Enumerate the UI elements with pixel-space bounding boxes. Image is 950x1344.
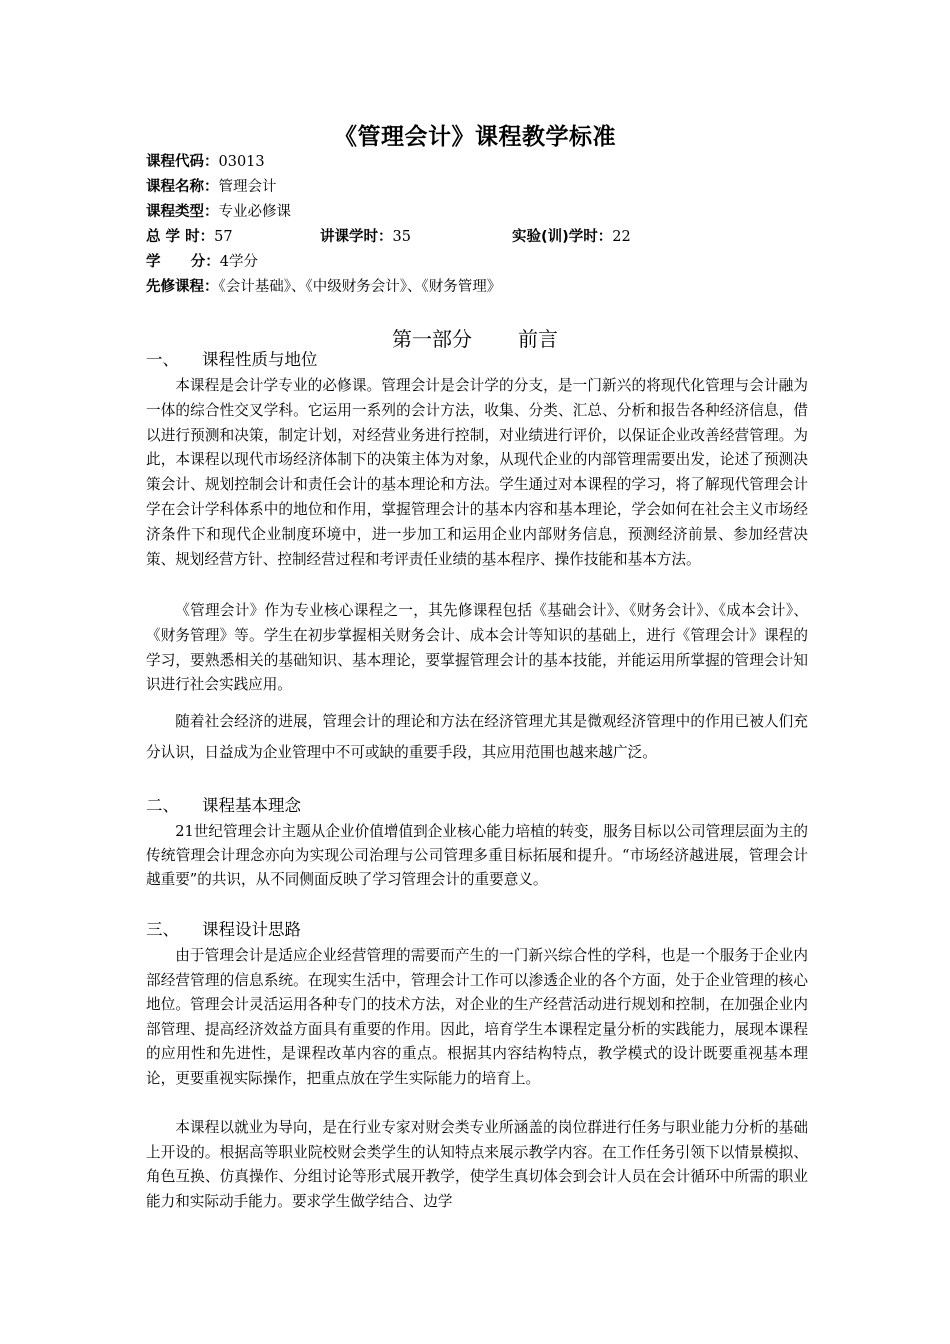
section-title: 课程性质与地位 bbox=[202, 350, 318, 369]
lab-hours-label: 实验(训)学时： bbox=[512, 229, 613, 245]
section-number: 一、 bbox=[146, 350, 179, 369]
course-type-label: 课程类型： bbox=[146, 204, 219, 220]
section-number: 三、 bbox=[146, 920, 179, 939]
credits-label: 学 分： bbox=[146, 254, 220, 270]
section-number: 二、 bbox=[146, 796, 179, 815]
course-type-row bbox=[146, 202, 291, 222]
section-title: 课程设计思路 bbox=[202, 920, 301, 939]
course-code-row bbox=[146, 152, 265, 172]
total-hours-label: 总 学 时： bbox=[146, 229, 215, 245]
prereq-label: 先修课程： bbox=[146, 279, 219, 295]
part-title-number: 第一部分 bbox=[392, 327, 472, 351]
course-name-label: 课程名称： bbox=[146, 179, 219, 195]
lecture-hours-row bbox=[320, 227, 411, 247]
course-code-value: 03013 bbox=[218, 154, 265, 170]
paragraph: 本课程是会计学专业的必修课。管理会计是会计学的分支，是一门新兴的将现代化管理与会计融为一体的综合性交叉学科。它运用一系列的会计方法，收集、分类、汇总、分析和报告各种经济信息，借以进行预测和决策，制定计划，对经营业务进行控制，对业绩进行评价，以保证企业改善经营管理。为此，本课程以现代市场经济体制下的决策主体为对象，从现代企业的内部管理需要出发，论述了预测决策会计、规划控制会计和责任会计的基本理论和方法。学生通过对本课程的学习，将了解现代管理会计学在会计学科体系中的地位和作用，掌握管理会计的基本内容和基本理论，学会如何在社会主义市场经济条件下和现代企业制度环境中，进一步加工和运用企业内部财务信息，预测经济前景、参加经营决策、规划经营方针、控制经营过程和考评责任业绩的基本程序、操作技能和基本方法。 bbox=[146, 377, 808, 568]
section-heading-1 bbox=[146, 349, 318, 371]
course-type-value: 专业必修课 bbox=[218, 204, 291, 220]
section-heading-2 bbox=[146, 795, 301, 817]
paragraph: 由于管理会计是适应企业经营管理的需要而产生的一门新兴综合性的学科，也是一个服务于企业内部经营管理的信息系统。在现实生活中，管理会计工作可以渗透企业的各个方面，处于企业管理的核心地位。管理会计灵活运用各种专门的技术方法，对企业的生产经营活动进行规划和控制，在加强企业内部管理、提高经济效益方面具有重要的作用。因此，培育学生本课程定量分析的实践能力，展现本课程的应用性和先进性，是课程改革内容的重点。根据其内容结构特点，教学模式的设计既要重视基本理论，更要重视实际操作，把重点放在学生实际能力的培育上。 bbox=[146, 947, 808, 1087]
prereq-row bbox=[146, 277, 501, 297]
lecture-hours-value: 35 bbox=[392, 229, 411, 245]
section-title: 课程基本理念 bbox=[202, 796, 301, 815]
section-heading-3 bbox=[146, 919, 301, 941]
lab-hours-row bbox=[512, 227, 631, 247]
course-code-label: 课程代码： bbox=[146, 154, 219, 170]
credits-row bbox=[146, 252, 258, 272]
paragraph: 本课程以就业为导向，是在行业专家对财会类专业所涵盖的岗位群进行任务与职业能力分析的基础上开设的。根据高等职业院校财会类学生的认知特点来展示教学内容。在工作任务引领下以情景模拟、角色互换、仿真操作、分组讨论等形式展开教学，使学生真切体会到会计人员在会计循环中所需的职业能力和实际动手能力。要求学生做学结合、边学 bbox=[146, 1119, 808, 1210]
document-title: 《管理会计》课程教学标准 bbox=[334, 124, 616, 150]
lecture-hours-label: 讲课学时： bbox=[320, 229, 393, 245]
course-name-value: 管理会计 bbox=[218, 179, 277, 195]
lab-hours-value: 22 bbox=[612, 229, 631, 245]
paragraph: 21世纪管理会计主题从企业价值增值到企业核心能力培植的转变，服务目标以公司管理层面为主的传统管理会计理念亦向为实现公司治理与公司管理多重目标拓展和提升。“市场经济越进展，管理会计越重要”的共识，从不同侧面反映了学习管理会计的重要意义。 bbox=[146, 823, 808, 888]
paragraph: 《管理会计》作为专业核心课程之一，其先修课程包括《基础会计》、《财务会计》、《成本会计》、《财务管理》等。学生在初步掌握相关财务会计、成本会计等知识的基础上，进行《管理会计》课程的学习，要熟悉相关的基础知识、基本理论，要掌握管理会计的基本技能，并能运用所掌握的管理会计知识进行社会实践应用。 bbox=[146, 602, 808, 694]
prereq-value: 《会计基础》、《中级财务会计》、《财务管理》 bbox=[218, 279, 502, 295]
total-hours-value: 57 bbox=[214, 229, 233, 245]
part-title bbox=[0, 323, 950, 352]
credits-value: 4学分 bbox=[219, 254, 259, 270]
part-title-name: 前言 bbox=[518, 327, 558, 351]
course-name-row bbox=[146, 177, 277, 197]
paragraph: 随着社会经济的进展，管理会计的理论和方法在经济管理尤其是微观经济管理中的作用已被人们充分认识，日益成为企业管理中不可或缺的重要手段，其应用范围也越来越广泛。 bbox=[146, 713, 808, 761]
total-hours-row bbox=[146, 227, 233, 247]
